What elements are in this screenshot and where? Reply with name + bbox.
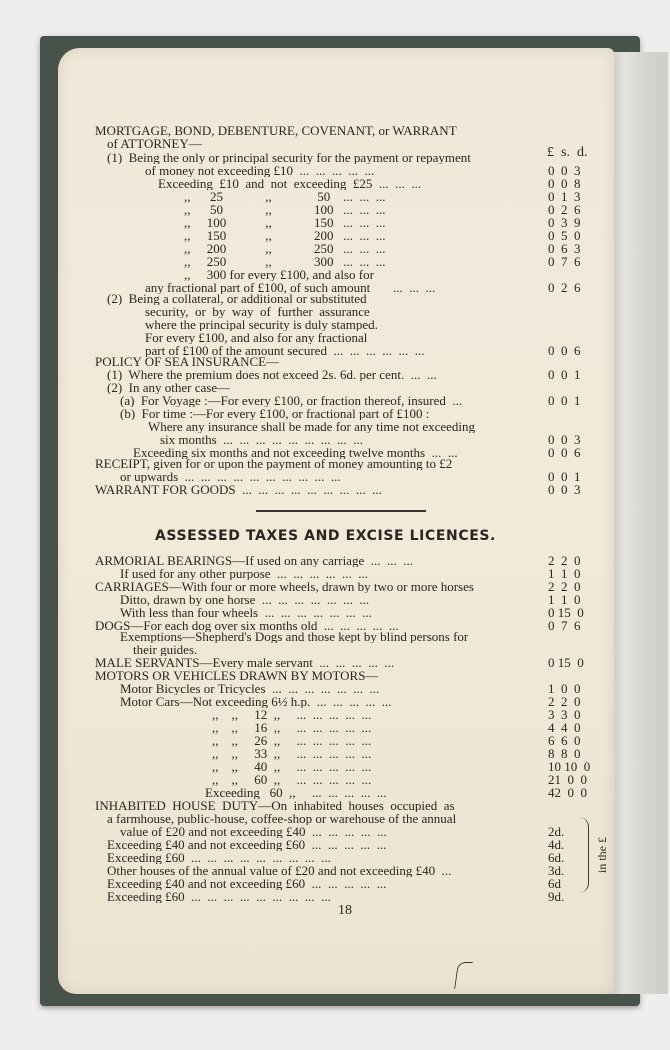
- entry-amount: 2 2 0: [548, 579, 581, 594]
- entry-text: Exceeding £40 and not exceeding £60 ... ... ... ... ...: [107, 838, 387, 851]
- entry-text: their guides.: [133, 643, 198, 656]
- entry-amount: 2 2 0: [548, 553, 581, 568]
- entry-text: or upwards ... ... ... ... ... ... ... ... ... ...: [120, 470, 341, 483]
- entry-text: For every £100, and also for any fractional: [145, 331, 368, 344]
- entry-text: ,, 250 ,, 300 ... ... ...: [184, 255, 386, 268]
- entry-amount: 0 0 3: [548, 163, 581, 178]
- entry-text: ARMORIAL BEARINGS—If used on any carriage ... ... ...: [95, 554, 413, 567]
- entry-text: INHABITED HOUSE DUTY—On inhabited houses occupied as: [95, 799, 455, 812]
- entry-amount: 0 0 1: [548, 469, 581, 484]
- entry-amount: 0 7 6: [548, 254, 581, 269]
- entry-text: of money not exceeding £10 ... ... ... ... ...: [145, 164, 375, 177]
- section-divider: [256, 510, 426, 512]
- entry-text: POLICY OF SEA INSURANCE—: [95, 355, 280, 368]
- entry-text: ,, 50 ,, 100 ... ... ...: [184, 203, 386, 216]
- entry-text: MALE SERVANTS—Every male servant ... ... ... ... ...: [95, 656, 395, 669]
- page-number: 18: [338, 903, 352, 918]
- entry-amount: 0 6 3: [548, 241, 581, 256]
- entry-amount: 3 3 0: [548, 707, 581, 722]
- entry-text: a farmhouse, public-house, coffee-shop or warehouse of the annual: [107, 812, 457, 825]
- entry-amount: 0 0 3: [548, 432, 581, 447]
- entry-amount: 2d.: [548, 824, 565, 839]
- entry-text: Exemptions—Shepherd's Dogs and those kept by blind persons for: [120, 630, 469, 643]
- entry-text: part of £100 of the amount secured ... ... ... ... ... ...: [145, 344, 425, 357]
- entry-text: ,, ,, 40 ,, ... ... ... ... ...: [212, 760, 372, 773]
- entry-amount: 6d: [548, 876, 561, 891]
- entry-text: (a) For Voyage :—For every £100, or fraction thereof, insured ...: [120, 394, 463, 407]
- entry-text: (2) Being a collateral, or additional or substituted: [107, 292, 367, 305]
- entry-text: any fractional part of £100, of such amount ... ... ...: [145, 281, 436, 294]
- entry-text: MOTORS OR VEHICLES DRAWN BY MOTORS—: [95, 669, 379, 682]
- entry-text: Where any insurance shall be made for any time not exceeding: [148, 420, 476, 433]
- entry-text: (b) For time :—For every £100, or fractional part of £100 :: [120, 407, 430, 420]
- entry-text: (1) Where the premium does not exceed 2s. 6d. per cent. ... ...: [107, 368, 437, 381]
- entry-amount: 0 0 3: [548, 482, 581, 497]
- entry-amount: 9d.: [548, 889, 565, 904]
- entry-text: ,, ,, 60 ,, ... ... ... ... ...: [212, 773, 372, 786]
- entry-amount: 6d.: [548, 850, 565, 865]
- entry-text: Exceeding 60 ,, ... ... ... ... ...: [205, 786, 387, 799]
- section-heading: ASSESSED TAXES AND EXCISE LICENCES.: [155, 528, 496, 544]
- entry-text: CARRIAGES—With four or more wheels, drawn by two or more horses: [95, 580, 474, 593]
- entry-amount: 3d.: [548, 863, 565, 878]
- entry-amount: 0 0 1: [548, 367, 581, 382]
- entry-text: DOGS—For each dog over six months old ... ... ... ... ...: [95, 619, 399, 632]
- entry-amount: 0 0 8: [548, 176, 581, 191]
- entry-amount: 1 1 0: [548, 566, 581, 581]
- entry-text: ,, 100 ,, 150 ... ... ...: [184, 216, 386, 229]
- entry-amount: 10 10 0: [548, 759, 591, 774]
- entry-text: ,, 150 ,, 200 ... ... ...: [184, 229, 386, 242]
- entry-text: WARRANT FOR GOODS ... ... ... ... ... ... ... ... ...: [95, 483, 382, 496]
- entry-amount: 0 1 3: [548, 189, 581, 204]
- entry-amount: 0 0 6: [548, 445, 581, 460]
- entry-amount: 42 0 0: [548, 785, 587, 800]
- entry-text: With less than four wheels ... ... ... ... ... ... ...: [120, 606, 372, 619]
- entry-text: ,, ,, 26 ,, ... ... ... ... ...: [212, 734, 372, 747]
- entry-text: of ATTORNEY—: [107, 137, 202, 150]
- entry-text: ,, 200 ,, 250 ... ... ...: [184, 242, 386, 255]
- entry-amount: 0 0 6: [548, 343, 581, 358]
- entry-text: Other houses of the annual value of £20 and not exceeding £40 ...: [107, 864, 452, 877]
- entry-amount: 0 2 6: [548, 280, 581, 295]
- entry-amount: 4 4 0: [548, 720, 581, 735]
- entry-text: RECEIPT, given for or upon the payment of money amounting to £2: [95, 457, 453, 470]
- entry-text: (2) In any other case—: [107, 381, 231, 394]
- entry-amount: 21 0 0: [548, 772, 587, 787]
- entry-text: security, or by way of further assurance: [145, 305, 370, 318]
- entry-amount: 0 15 0: [548, 605, 584, 620]
- entry-amount: 4d.: [548, 837, 565, 852]
- entry-amount: 1 1 0: [548, 592, 581, 607]
- entry-amount: 0 0 1: [548, 393, 581, 408]
- entry-text: Exceeding £10 and not exceeding £25 ... ... ...: [158, 177, 422, 190]
- entry-amount: 0 3 9: [548, 215, 581, 230]
- entry-amount: 0 15 0: [548, 655, 584, 670]
- entry-text: Exceeding £40 and not exceeding £60 ... ... ... ... ...: [107, 877, 387, 890]
- currency-column-header: £ s. d.: [547, 145, 588, 160]
- entry-text: Motor Cars—Not exceeding 6½ h.p. ... ... ... ... ...: [120, 695, 392, 708]
- entry-amount: 2 2 0: [548, 694, 581, 709]
- entry-text: value of £20 and not exceeding £40 ... ... ... ... ...: [120, 825, 387, 838]
- entry-text: ,, ,, 33 ,, ... ... ... ... ...: [212, 747, 372, 760]
- entry-text: If used for any other purpose ... ... ... ... ... ...: [120, 567, 369, 580]
- entry-text: where the principal security is duly stamped.: [145, 318, 378, 331]
- entry-text: (1) Being the only or principal security for the payment or repayment: [107, 151, 471, 164]
- entry-text: Motor Bicycles or Tricycles ... ... ... ... ... ... ...: [120, 682, 380, 695]
- entry-text: ,, ,, 16 ,, ... ... ... ... ...: [212, 721, 372, 734]
- entry-text: ,, 300 for every £100, and also for: [184, 268, 374, 281]
- entry-text: ,, 25 ,, 50 ... ... ...: [184, 190, 386, 203]
- entry-amount: 0 5 0: [548, 228, 581, 243]
- side-note: in the £: [595, 837, 609, 873]
- entry-text: MORTGAGE, BOND, DEBENTURE, COVENANT, or WARRANT: [95, 124, 457, 137]
- entry-amount: 0 7 6: [548, 618, 581, 633]
- brace: [578, 817, 589, 893]
- entry-amount: 0 2 6: [548, 202, 581, 217]
- entry-amount: 1 0 0: [548, 681, 581, 696]
- entry-text: ,, ,, 12 ,, ... ... ... ... ...: [212, 708, 372, 721]
- entry-amount: 6 6 0: [548, 733, 581, 748]
- entry-text: Exceeding £60 ... ... ... ... ... ... ... ... ...: [107, 851, 331, 864]
- entry-text: six months ... ... ... ... ... ... ... ... ...: [160, 433, 363, 446]
- entry-text: Exceeding six months and not exceeding twelve months ... ...: [133, 446, 458, 459]
- entry-text: Ditto, drawn by one horse ... ... ... ... ... ... ...: [120, 593, 370, 606]
- page-edges: [610, 52, 668, 994]
- entry-text: Exceeding £60 ... ... ... ... ... ... ... ... ...: [107, 890, 331, 903]
- entry-amount: 8 8 0: [548, 746, 581, 761]
